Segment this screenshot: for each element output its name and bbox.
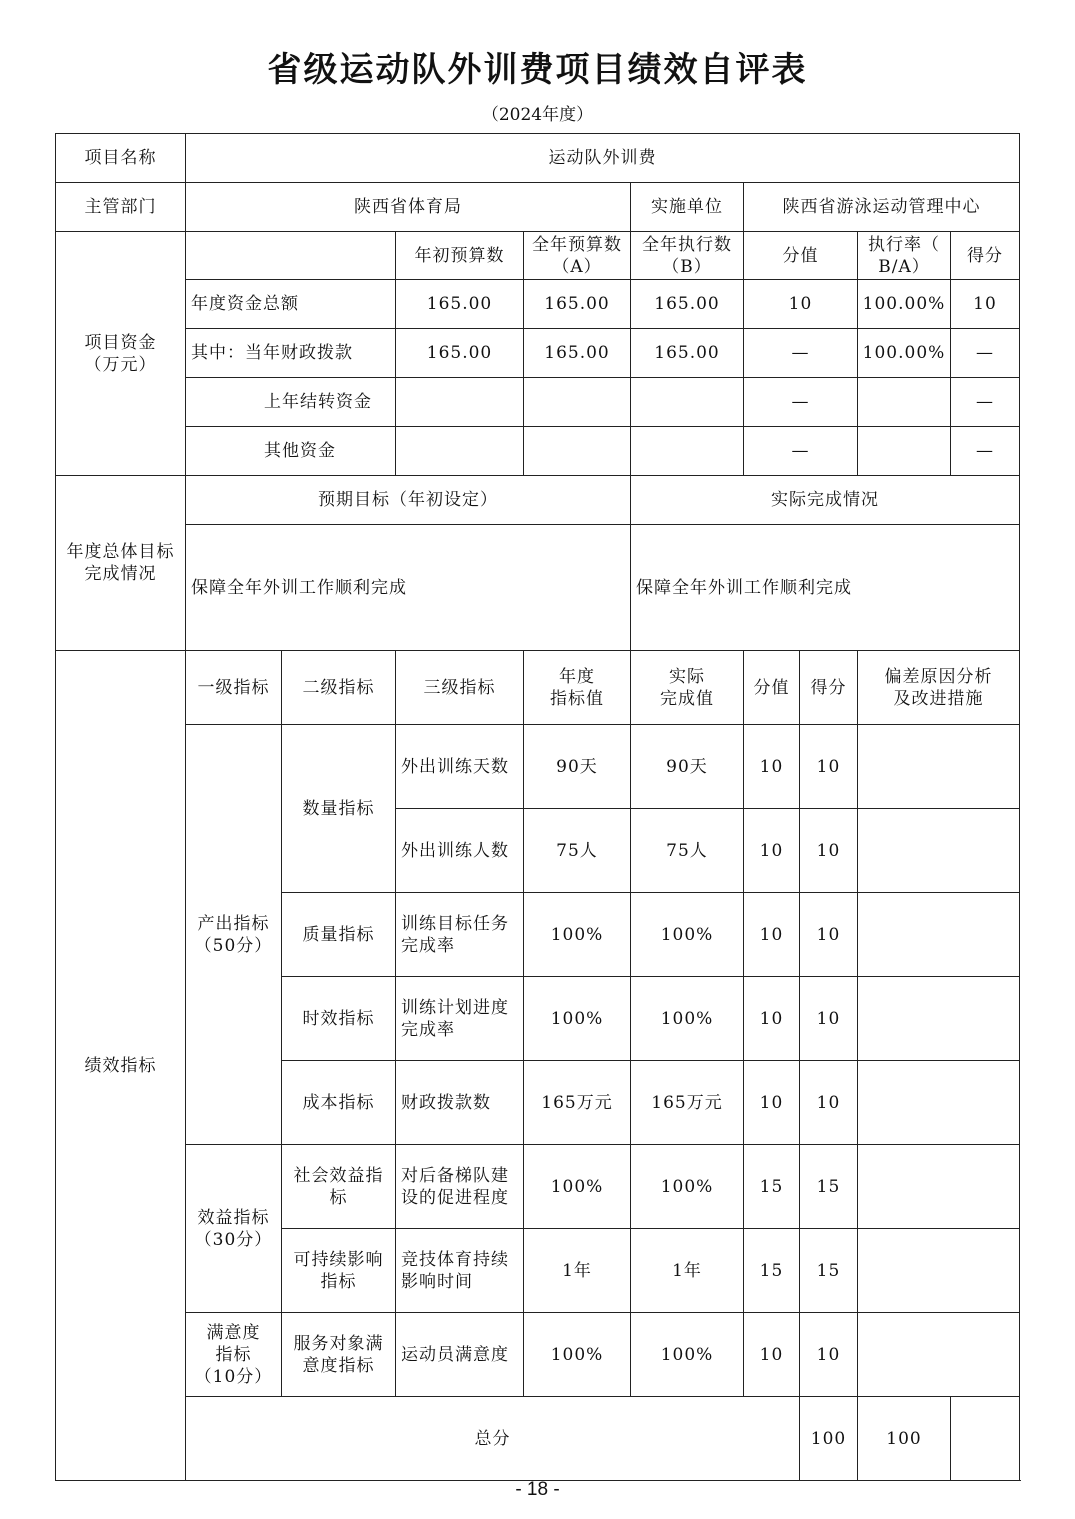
department-value: 陕西省体育局 <box>186 183 631 232</box>
perf-score: 10 <box>800 893 858 977</box>
project-name-label: 项目名称 <box>56 134 186 183</box>
perf-level3: 财政拨款数 <box>396 1061 524 1145</box>
performance-row <box>56 725 1020 809</box>
funds-row-score-value: — <box>744 329 858 378</box>
funds-row-score: — <box>951 427 1020 476</box>
perf-target: 90天 <box>524 725 631 809</box>
perf-level3: 训练计划进度 完成率 <box>396 977 524 1061</box>
perf-level3: 训练目标任务 完成率 <box>396 893 524 977</box>
perf-level3: 竞技体育持续 影响时间 <box>396 1229 524 1313</box>
funds-row <box>56 378 1020 427</box>
project-name-value: 运动队外训费 <box>186 134 1020 183</box>
funds-row-annual: 165.00 <box>524 329 631 378</box>
perf-level2-sustainable: 可持续影响 指标 <box>282 1229 396 1313</box>
total-score: 100 <box>858 1397 951 1481</box>
perf-score-value: 10 <box>744 809 800 893</box>
perf-actual: 100% <box>631 1313 744 1397</box>
perf-level3: 外出训练人数 <box>396 809 524 893</box>
perf-score: 10 <box>800 725 858 809</box>
perf-header-score-value: 分值 <box>744 651 800 725</box>
evaluation-form <box>55 133 1020 1481</box>
funds-row-executed <box>631 427 744 476</box>
project-name-row <box>56 134 1020 183</box>
perf-header-level3: 三级指标 <box>396 651 524 725</box>
funds-row <box>56 280 1020 329</box>
funds-row-name: 其中：当年财政拨款 <box>186 329 396 378</box>
perf-level2-cost: 成本指标 <box>282 1061 396 1145</box>
perf-target: 75人 <box>524 809 631 893</box>
perf-target: 165万元 <box>524 1061 631 1145</box>
perf-actual: 75人 <box>631 809 744 893</box>
perf-deviation <box>858 809 1020 893</box>
funds-row-score-value: 10 <box>744 280 858 329</box>
funds-row-initial <box>396 378 524 427</box>
perf-header-actual: 实际 完成值 <box>631 651 744 725</box>
report-year: （2024年度） <box>481 105 594 125</box>
funds-row-score: 10 <box>951 280 1020 329</box>
funds-row-name: 其他资金 <box>186 427 396 476</box>
perf-deviation <box>858 1145 1020 1229</box>
performance-label: 绩效指标 <box>56 651 186 1481</box>
perf-score-value: 15 <box>744 1145 800 1229</box>
department-row <box>56 183 1020 232</box>
perf-header-target: 年度 指标值 <box>524 651 631 725</box>
page-number: - 18 - <box>515 1479 560 1500</box>
perf-header-level2: 二级指标 <box>282 651 396 725</box>
perf-deviation <box>858 1313 1020 1397</box>
perf-actual: 165万元 <box>631 1061 744 1145</box>
funds-row-annual <box>524 427 631 476</box>
funds-row-executed <box>631 378 744 427</box>
perf-score: 10 <box>800 1061 858 1145</box>
funds-header-score-value: 分值 <box>744 232 858 280</box>
perf-level3: 对后备梯队建 设的促进程度 <box>396 1145 524 1229</box>
funds-row-score-value: — <box>744 378 858 427</box>
perf-actual: 1年 <box>631 1229 744 1313</box>
perf-target: 100% <box>524 1145 631 1229</box>
perf-score-value: 15 <box>744 1229 800 1313</box>
funds-header-score: 得分 <box>951 232 1020 280</box>
goals-expected-header: 预期目标（年初设定） <box>186 476 631 525</box>
perf-deviation <box>858 893 1020 977</box>
perf-level2-social: 社会效益指 标 <box>282 1145 396 1229</box>
perf-score: 10 <box>800 809 858 893</box>
perf-target: 100% <box>524 1313 631 1397</box>
goals-actual-text: 保障全年外训工作顺利完成 <box>631 525 1020 651</box>
perf-deviation <box>858 1061 1020 1145</box>
goals-content-row <box>56 525 1020 651</box>
goals-actual-header: 实际完成情况 <box>631 476 1020 525</box>
funds-row-initial <box>396 427 524 476</box>
perf-deviation <box>858 725 1020 809</box>
funds-row-executed: 165.00 <box>631 329 744 378</box>
funds-header-blank <box>186 232 396 280</box>
funds-label: 项目资金 （万元） <box>56 232 186 476</box>
perf-target: 100% <box>524 977 631 1061</box>
funds-header-initial: 年初预算数 <box>396 232 524 280</box>
total-score-value: 100 <box>800 1397 858 1481</box>
goals-label: 年度总体目标 完成情况 <box>56 476 186 651</box>
funds-row-score: — <box>951 378 1020 427</box>
perf-target: 1年 <box>524 1229 631 1313</box>
perf-deviation <box>858 977 1020 1061</box>
goals-expected-text: 保障全年外训工作顺利完成 <box>186 525 631 651</box>
perf-header-level1: 一级指标 <box>186 651 282 725</box>
performance-row <box>56 1145 1020 1229</box>
funds-row-initial: 165.00 <box>396 280 524 329</box>
perf-score: 10 <box>800 1313 858 1397</box>
funds-row-annual: 165.00 <box>524 280 631 329</box>
perf-level3: 外出训练天数 <box>396 725 524 809</box>
total-deviation <box>951 1397 1020 1481</box>
perf-level3: 运动员满意度 <box>396 1313 524 1397</box>
perf-level2-quality: 质量指标 <box>282 893 396 977</box>
funds-header-annual: 全年预算数 （A） <box>524 232 631 280</box>
funds-row-score: — <box>951 329 1020 378</box>
page-title: 省级运动队外训费项目绩效自评表 <box>267 50 808 90</box>
goals-header-row <box>56 476 1020 525</box>
perf-actual: 100% <box>631 977 744 1061</box>
funds-row <box>56 329 1020 378</box>
funds-row-annual <box>524 378 631 427</box>
funds-row-executed: 165.00 <box>631 280 744 329</box>
funds-row-score-value: — <box>744 427 858 476</box>
department-label: 主管部门 <box>56 183 186 232</box>
perf-level2-quantity: 数量指标 <box>282 725 396 893</box>
perf-score: 10 <box>800 977 858 1061</box>
perf-score: 15 <box>800 1145 858 1229</box>
funds-header-row <box>56 232 1020 280</box>
funds-row-rate: 100.00% <box>858 329 951 378</box>
perf-level2-service: 服务对象满 意度指标 <box>282 1313 396 1397</box>
funds-row-rate: 100.00% <box>858 280 951 329</box>
total-label: 总分 <box>186 1397 800 1481</box>
funds-row-rate <box>858 427 951 476</box>
funds-row-initial: 165.00 <box>396 329 524 378</box>
perf-score-value: 10 <box>744 1061 800 1145</box>
perf-level2-timeliness: 时效指标 <box>282 977 396 1061</box>
total-row <box>56 1397 1020 1481</box>
funds-row-name: 年度资金总额 <box>186 280 396 329</box>
perf-score-value: 10 <box>744 1313 800 1397</box>
perf-level1-output: 产出指标 （50分） <box>186 725 282 1145</box>
performance-header-row <box>56 651 1020 725</box>
perf-level1-benefit: 效益指标 （30分） <box>186 1145 282 1313</box>
funds-row <box>56 427 1020 476</box>
perf-header-score: 得分 <box>800 651 858 725</box>
funds-header-executed: 全年执行数 （B） <box>631 232 744 280</box>
perf-level1-satisfaction: 满意度 指标 （10分） <box>186 1313 282 1397</box>
funds-row-name: 上年结转资金 <box>186 378 396 427</box>
perf-deviation <box>858 1229 1020 1313</box>
perf-actual: 90天 <box>631 725 744 809</box>
perf-score-value: 10 <box>744 725 800 809</box>
perf-header-deviation: 偏差原因分析 及改进措施 <box>858 651 1020 725</box>
performance-row <box>56 1313 1020 1397</box>
perf-score-value: 10 <box>744 977 800 1061</box>
funds-header-rate: 执行率（ B/A） <box>858 232 951 280</box>
perf-score: 15 <box>800 1229 858 1313</box>
implementing-unit-label: 实施单位 <box>631 183 744 232</box>
funds-row-rate <box>858 378 951 427</box>
implementing-unit-value: 陕西省游泳运动管理中心 <box>744 183 1020 232</box>
perf-target: 100% <box>524 893 631 977</box>
perf-actual: 100% <box>631 1145 744 1229</box>
perf-score-value: 10 <box>744 893 800 977</box>
perf-actual: 100% <box>631 893 744 977</box>
